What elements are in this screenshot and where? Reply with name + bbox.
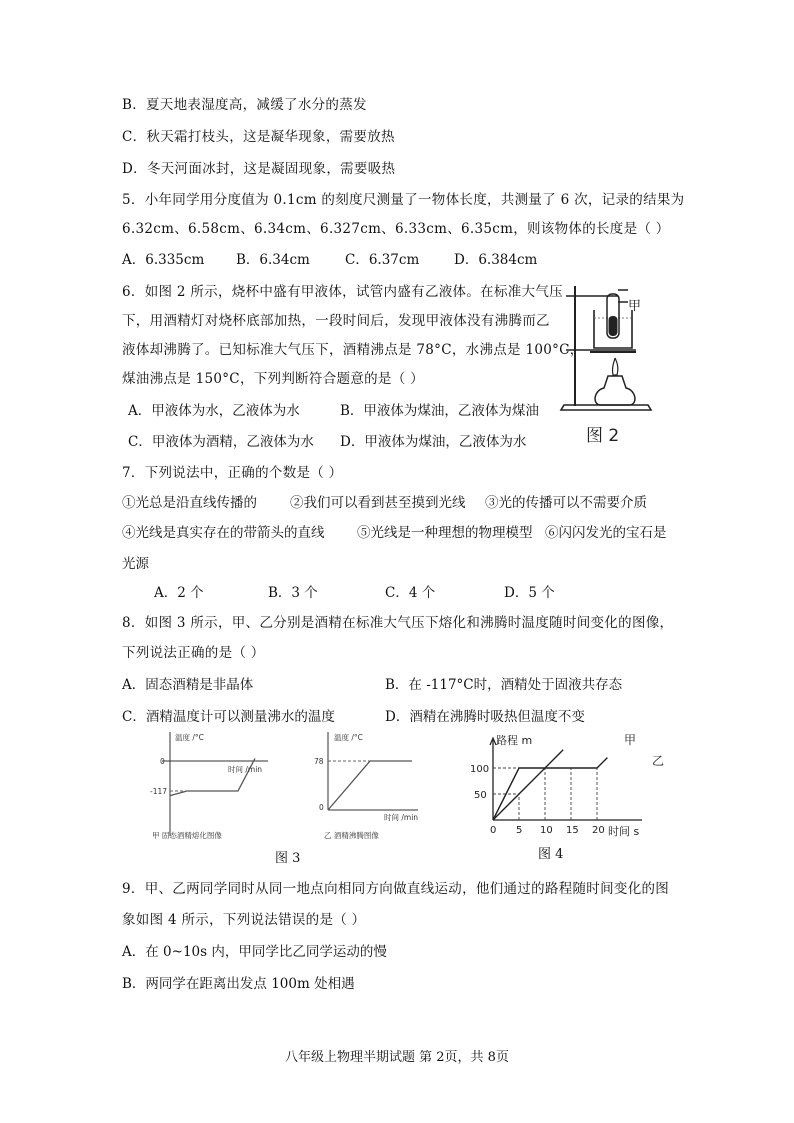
q9-option-b: B．两同学在距离出发点 100m 处相遇 — [122, 976, 355, 992]
q9-stem-line2: 象如图 4 所示，下列说法错误的是（ ） — [122, 912, 366, 928]
q6-stem-line3: 液体却沸腾了。已知标准大气压下，酒精沸点是 78°C，水沸点是 100°C， — [122, 342, 584, 358]
fig4-series-yi-label: 乙 — [652, 754, 665, 768]
figure-2-apparatus — [556, 278, 656, 448]
q9-option-a: A．在 0~10s 内，甲同学比乙同学运动的慢 — [122, 944, 387, 960]
q7-option-b: B．3 个 — [268, 585, 318, 601]
q7-statement-1: ①光总是沿直线传播的 — [122, 495, 257, 511]
melting-curve — [170, 758, 255, 795]
fig4-series-jia-label: 甲 — [624, 733, 637, 747]
figure-2-caption: 图 2 — [586, 426, 620, 446]
fig3-left-tick-0: 0 — [160, 757, 165, 766]
fig4-xtick-5: 5 — [516, 825, 523, 836]
q4-option-d: D．冬天河面冰封，这是凝固现象，需要吸热 — [122, 161, 396, 177]
fig4-ytick-50: 50 — [474, 790, 487, 801]
q8-option-d: D．酒精在沸腾时吸热但温度不变 — [385, 709, 585, 725]
fig3-right-tick-78: 78 — [314, 757, 324, 766]
q7-statement-2: ②我们可以看到甚至摸到光线 — [290, 495, 466, 511]
q8-stem-line2: 下列说法正确的是（ ） — [122, 645, 265, 661]
q5-stem-line1: 5．小年同学用分度值为 0.1cm 的刻度尺测量了一物体长度，共测量了 6 次，记录的结果为 — [122, 192, 685, 208]
q8-option-c: C．酒精温度计可以测量沸水的温度 — [122, 709, 335, 725]
q5-option-d: D．6.384cm — [454, 252, 538, 268]
fig3-right-xlabel: 时间 /min — [384, 813, 419, 822]
q7-option-a: A．2 个 — [154, 585, 204, 601]
q4-option-b: B．夏天地表湿度高，减缓了水分的蒸发 — [122, 97, 367, 113]
q7-statement-6: ⑥闪闪发光的宝石是 — [545, 525, 667, 541]
series-yi-line — [493, 758, 607, 820]
fig3-right-subcaption: 乙 酒精沸腾图像 — [324, 831, 379, 840]
fig4-guide-lines — [493, 768, 597, 820]
fig4-ytick-100: 100 — [470, 764, 490, 775]
page-footer: 八年级上物理半期试题 第 2页，共 8页 — [285, 1050, 509, 1065]
q6-option-b: B．甲液体为煤油，乙液体为煤油 — [340, 403, 539, 419]
fig4-xtick-0: 0 — [490, 825, 497, 836]
q5-stem-line2: 6.32cm、6.58cm、6.34cm、6.327cm、6.33cm、6.35cm，则该物体的长度是（ ） — [122, 221, 670, 237]
q6-option-a: A．甲液体为水，乙液体为水 — [128, 403, 300, 419]
q9-stem-line1: 9．甲、乙两同学同时从同一地点向相同方向做直线运动，他们通过的路程随时间变化的图 — [122, 881, 670, 897]
fig3-left-ylabel: 温度 /°C — [175, 733, 204, 742]
q6-stem-line2: 下，用酒精灯对烧杯底部加热，一段时间后，发现甲液体没有沸腾而乙 — [122, 313, 550, 329]
figure-3-caption: 图 3 — [275, 851, 301, 866]
q6-option-c: C．甲液体为酒精，乙液体为水 — [128, 434, 314, 450]
q6-option-d: D．甲液体为煤油，乙液体为水 — [340, 434, 527, 450]
figure-3-melting-chart — [150, 728, 275, 843]
q7-statement-4: ④光线是真实存在的带箭头的直线 — [122, 525, 325, 541]
q7-option-c: C．4 个 — [385, 585, 436, 601]
q6-stem-line1: 6．如图 2 所示，烧杯中盛有甲液体，试管内盛有乙液体。在标准大气压 — [122, 284, 563, 300]
boiling-curve — [328, 761, 412, 810]
q5-option-c: C．6.37cm — [345, 252, 420, 268]
q4-option-c: C．秋天霜打枝头，这是凝华现象，需要放热 — [122, 129, 395, 145]
fig4-ylabel: 路程 m — [496, 734, 533, 747]
fig3-left-subcaption: 甲 固态酒精熔化图像 — [152, 831, 222, 840]
q7-statement-5: ⑤光线是一种理想的物理模型 — [357, 525, 533, 541]
q7-stem: 7．下列说法中，正确的个数是（ ） — [122, 465, 343, 481]
fig4-xtick-10: 10 — [540, 825, 553, 836]
q5-option-a: A．6.335cm — [122, 252, 205, 268]
series-jia-line — [493, 750, 563, 820]
q8-option-b: B．在 -117°C时，酒精处于固液共存态 — [385, 677, 623, 693]
fig3-right-ylabel: 温度 /°C — [334, 733, 363, 742]
q7-statement-3: ③光的传播可以不需要介质 — [485, 495, 647, 511]
q7-option-d: D．5 个 — [504, 585, 555, 601]
q8-stem-line1: 8．如图 3 所示，甲、乙分别是酒精在标准大气压下熔化和沸腾时温度随时间变化的图像， — [122, 615, 674, 631]
figure-3-boiling-chart — [308, 728, 428, 843]
fig3-right-tick-0: 0 — [319, 803, 324, 812]
fig3-left-xlabel: 时间 /min — [228, 765, 263, 774]
q6-stem-line4: 煤油沸点是 150°C，下列判断符合题意的是（ ） — [122, 371, 424, 387]
fig4-xlabel: 时间 s — [608, 825, 640, 838]
q7-statement-6-cont: 光源 — [122, 556, 149, 572]
q8-option-a: A．固态酒精是非晶体 — [122, 677, 254, 693]
figure-2-label: 甲 — [628, 299, 642, 314]
figure-4-distance-time-chart — [468, 732, 668, 840]
fig4-xtick-20: 20 — [592, 825, 605, 836]
fig3-left-tick-117: -117 — [150, 787, 168, 796]
q5-option-b: B．6.34cm — [236, 252, 310, 268]
figure-4-caption: 图 4 — [538, 847, 564, 862]
fig4-xtick-15: 15 — [566, 825, 579, 836]
